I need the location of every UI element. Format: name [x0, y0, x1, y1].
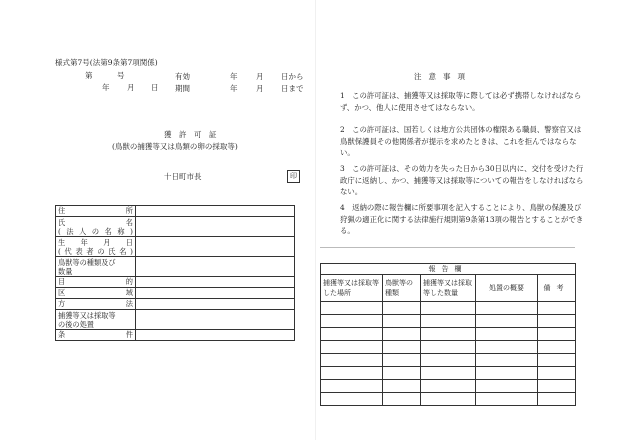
label-char: 表	[75, 246, 83, 256]
report-cell[interactable]	[321, 302, 383, 315]
permit-number-go: 号	[117, 71, 125, 80]
label-char: 年	[80, 237, 88, 247]
report-row	[321, 341, 576, 354]
report-cell[interactable]	[321, 380, 383, 393]
report-cell[interactable]	[383, 302, 421, 315]
label-char: の	[91, 226, 100, 236]
report-cell[interactable]	[421, 393, 476, 406]
label-char: 所	[125, 205, 133, 215]
validity-to-suffix: 日まで	[281, 84, 304, 93]
value-birthdate[interactable]	[136, 237, 295, 257]
report-cell[interactable]	[321, 367, 383, 380]
value-disposition[interactable]	[136, 310, 295, 330]
report-cell[interactable]	[421, 354, 476, 367]
report-cell[interactable]	[421, 302, 476, 315]
report-row	[321, 380, 576, 393]
report-cell[interactable]	[321, 354, 383, 367]
label-char: )	[130, 226, 133, 236]
note-item-1: 1 この許可証は、捕獲等又は採取等に際しては必ず携帯しなければならず、かつ、他人に使用させてはならない。	[340, 91, 582, 112]
label-char: )	[130, 246, 133, 256]
validity-label-top: 有効	[175, 72, 190, 81]
report-table	[320, 263, 576, 406]
value-method[interactable]	[136, 299, 295, 310]
report-cell[interactable]	[383, 380, 421, 393]
label-char: 者	[86, 246, 94, 256]
value-name[interactable]	[136, 217, 295, 237]
label-char: 称	[117, 226, 125, 236]
page-fold-line	[315, 0, 316, 440]
notes-title: 注意事項	[414, 72, 472, 81]
report-cell[interactable]	[321, 341, 383, 354]
report-cell[interactable]	[538, 354, 576, 367]
label-char: 条	[58, 329, 66, 339]
permit-title: 獲 許 可 証	[164, 130, 217, 139]
issue-date-month: 月	[127, 83, 135, 92]
label-char: 氏	[108, 246, 116, 256]
label-birthdate	[56, 237, 136, 257]
label-char: 件	[125, 329, 133, 339]
label-char: (	[58, 226, 61, 236]
report-cell[interactable]	[383, 354, 421, 367]
report-header-disposition: 処置の概要	[476, 275, 538, 302]
label-conditions	[56, 330, 136, 341]
report-header-place: 捕獲等又は採取等した場所	[321, 275, 383, 302]
report-header-quantity: 捕獲等又は採取等した数量	[421, 275, 476, 302]
report-cell[interactable]	[476, 354, 538, 367]
report-cell[interactable]	[383, 367, 421, 380]
report-row	[321, 367, 576, 380]
value-purpose[interactable]	[136, 277, 295, 288]
report-cell[interactable]	[476, 328, 538, 341]
validity-to-month: 月	[256, 84, 264, 93]
validity-label-bottom: 期間	[175, 84, 190, 93]
report-cell[interactable]	[538, 393, 576, 406]
label-char: 法	[125, 298, 133, 308]
report-row	[321, 354, 576, 367]
report-row	[321, 315, 576, 328]
permit-details-table	[55, 205, 295, 341]
label-char: 人	[79, 226, 87, 236]
validity-from-month: 月	[256, 72, 264, 81]
report-cell[interactable]	[383, 393, 421, 406]
report-cell[interactable]	[476, 380, 538, 393]
report-cell[interactable]	[421, 380, 476, 393]
report-header-species: 鳥獣等の種類	[383, 275, 421, 302]
label-method	[56, 299, 136, 310]
report-cell[interactable]	[383, 328, 421, 341]
label-char: 代	[64, 246, 72, 256]
report-cell[interactable]	[538, 367, 576, 380]
label-char: 目	[58, 276, 66, 286]
label-char: 的	[125, 276, 133, 286]
label-char: 日	[125, 237, 133, 247]
issuer-name: 十日町市長	[164, 172, 202, 181]
report-cell[interactable]	[421, 341, 476, 354]
value-area[interactable]	[136, 288, 295, 299]
label-purpose	[56, 277, 136, 288]
label-char: 住	[58, 205, 66, 215]
report-cell[interactable]	[476, 302, 538, 315]
report-cell[interactable]	[538, 315, 576, 328]
value-conditions[interactable]	[136, 330, 295, 341]
report-cell[interactable]	[538, 302, 576, 315]
value-species-quantity[interactable]	[136, 257, 295, 277]
label-char: 方	[58, 298, 66, 308]
label-char: 名	[125, 217, 133, 227]
label-name	[56, 217, 136, 237]
label-char: の	[97, 246, 105, 256]
label-char: 月	[103, 237, 111, 247]
report-cell[interactable]	[421, 328, 476, 341]
report-cell[interactable]	[538, 341, 576, 354]
value-address[interactable]	[136, 206, 295, 217]
report-cell[interactable]	[476, 393, 538, 406]
label-disposition: 捕獲等又は採取等 の後の処置	[56, 310, 136, 330]
report-cell[interactable]	[321, 328, 383, 341]
issue-date-year: 年	[102, 83, 110, 92]
note-item-4: 4 返納の際に報告欄に所要事項を記入することにより、鳥獣の保護及び狩猟の適正化に関する法律施行規則第9条第13項の報告とすることができる。	[340, 203, 584, 235]
report-header-remarks: 備考	[538, 275, 576, 302]
section-divider	[320, 247, 575, 248]
report-cell[interactable]	[383, 341, 421, 354]
form-number: 様式第7号(法第9条第7項関係)	[55, 58, 158, 67]
report-cell[interactable]	[538, 328, 576, 341]
label-char: 域	[125, 287, 133, 297]
report-cell[interactable]	[476, 367, 538, 380]
seal-mark: 印	[287, 170, 300, 183]
report-cell[interactable]	[421, 367, 476, 380]
label-area	[56, 288, 136, 299]
label-char: 名	[104, 226, 112, 236]
report-cell[interactable]	[538, 380, 576, 393]
report-row	[321, 328, 576, 341]
report-cell[interactable]	[421, 315, 476, 328]
issue-date-day: 日	[151, 83, 159, 92]
report-row	[321, 302, 576, 315]
report-cell[interactable]	[321, 315, 383, 328]
note-item-3: 3 この許可証は、その効力を失った日から30日以内に、交付を受けた行政庁に返納し、かつ、捕獲等又は採取等についての報告をしなければならない。	[340, 164, 584, 196]
label-char: 区	[58, 287, 66, 297]
permit-subtitle: (鳥獣の捕獲等又は鳥類の卵の採取等)	[112, 142, 238, 151]
permit-number-dai: 第	[85, 71, 93, 80]
report-row	[321, 393, 576, 406]
label-char: 生	[58, 237, 66, 247]
label-char: 氏	[58, 217, 66, 227]
label-char: (	[58, 246, 61, 256]
report-cell[interactable]	[476, 315, 538, 328]
validity-to-year: 年	[230, 84, 238, 93]
label-address	[56, 206, 136, 217]
report-cell[interactable]	[476, 341, 538, 354]
note-item-2: 2 この許可証は、国若しくは地方公共団体の権限ある職員、警察官又は鳥獣保護員その他関係者が提示を求めたときは、これを拒んではならない。	[340, 125, 582, 157]
report-cell[interactable]	[383, 315, 421, 328]
report-cell[interactable]	[321, 393, 383, 406]
report-title: 報告欄	[321, 264, 576, 275]
label-char: 名	[119, 246, 127, 256]
label-char: 法	[66, 226, 74, 236]
label-species-quantity: 鳥獣等の種類及び 数量	[56, 257, 136, 277]
validity-from-suffix: 日から	[281, 72, 304, 81]
validity-from-year: 年	[230, 72, 238, 81]
